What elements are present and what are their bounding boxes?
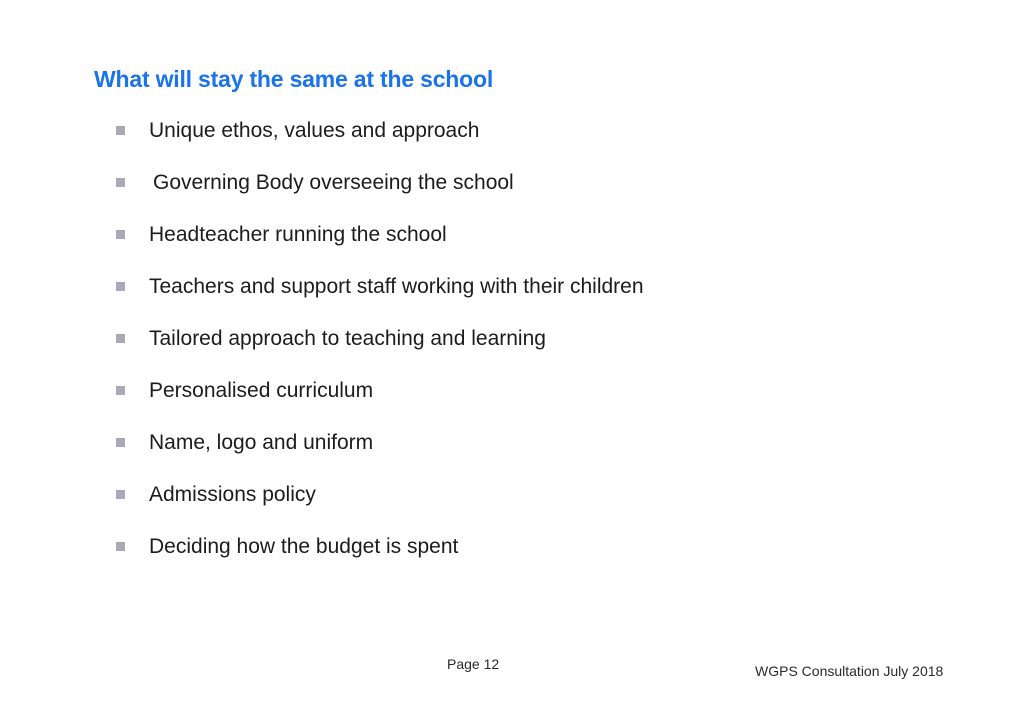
page-number: Page 12 <box>447 656 500 672</box>
list-item-text: Personalised curriculum <box>149 379 374 402</box>
square-bullet-icon <box>116 230 125 239</box>
list-item-text: Admissions policy <box>149 483 316 506</box>
list-item-text: Deciding how the budget is spent <box>149 535 459 558</box>
page-title: What will stay the same at the school <box>94 66 494 92</box>
square-bullet-icon <box>116 178 125 187</box>
list-item-text: Teachers and support staff working with their children <box>149 275 644 298</box>
square-bullet-icon <box>116 282 125 291</box>
list-item-text: Headteacher running the school <box>149 223 447 246</box>
square-bullet-icon <box>116 438 125 447</box>
square-bullet-icon <box>116 490 125 499</box>
square-bullet-icon <box>116 542 125 551</box>
footer-note: WGPS Consultation July 2018 <box>755 663 944 679</box>
list-item-text: Name, logo and uniform <box>149 431 374 454</box>
list-item-text: Tailored approach to teaching and learning <box>149 327 546 350</box>
list-item-text: Governing Body overseeing the school <box>153 171 514 194</box>
square-bullet-icon <box>116 334 125 343</box>
square-bullet-icon <box>116 126 125 135</box>
square-bullet-icon <box>116 386 125 395</box>
list-item-text: Unique ethos, values and approach <box>149 119 480 142</box>
